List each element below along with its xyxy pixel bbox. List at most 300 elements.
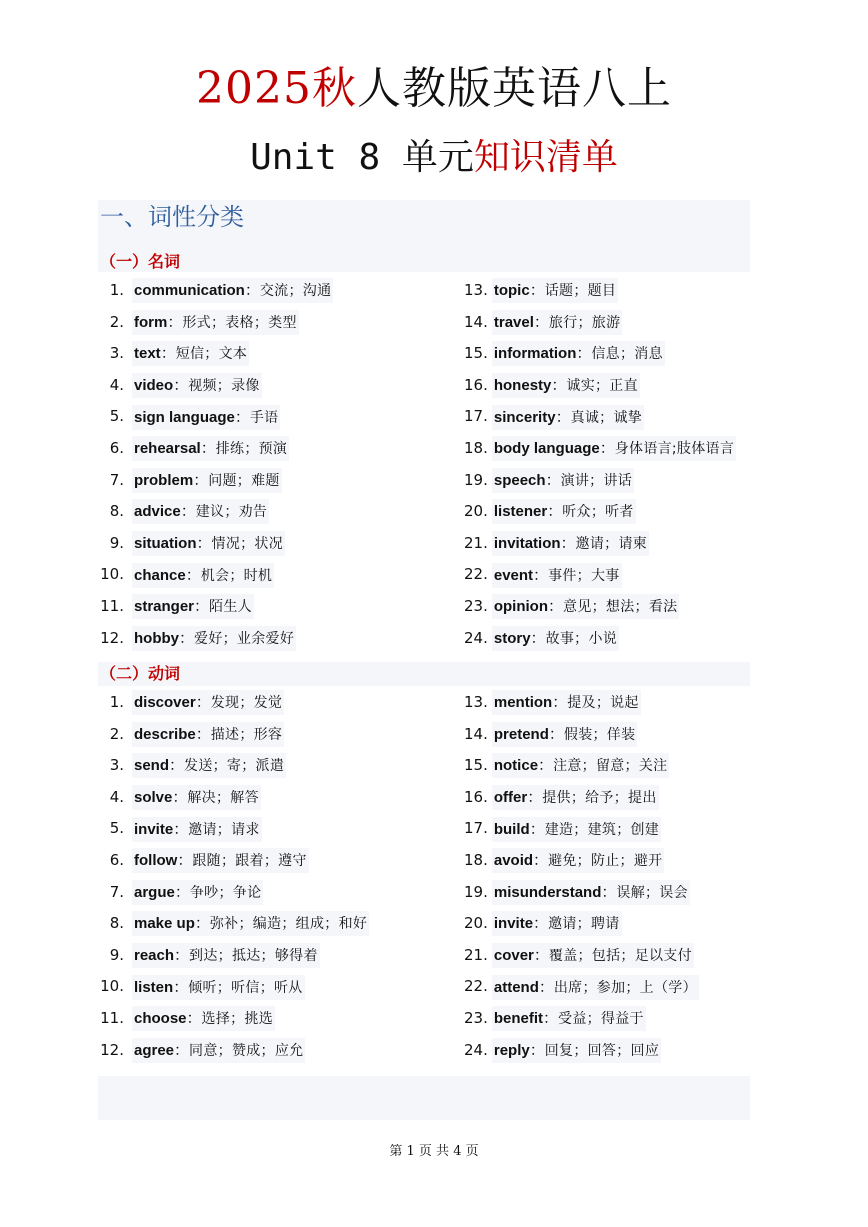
vocab-separator: ： <box>167 312 183 331</box>
vocab-item <box>464 496 736 528</box>
vocab-item <box>96 877 369 909</box>
vocab-meaning: 建议；劝告 <box>195 504 268 521</box>
item-number: 22. <box>464 977 488 996</box>
vocab-meaning: 假装；佯装 <box>563 726 636 743</box>
vocab-item <box>96 401 333 433</box>
vocab-entry <box>132 722 284 747</box>
vocab-meaning: 故事；小说 <box>545 630 618 647</box>
vocab-meaning: 发现；发觉 <box>210 695 283 712</box>
vocab-meaning: 问题；难题 <box>208 472 280 489</box>
vocab-item <box>464 750 699 782</box>
vocab-separator: ： <box>234 407 250 426</box>
vocab-meaning: 真诚；诚挚 <box>570 409 643 426</box>
item-number: 17. <box>464 407 488 426</box>
vocab-separator: ： <box>547 502 563 521</box>
vocab-meaning: 受益；得益于 <box>558 1011 644 1028</box>
vocab-separator: ： <box>545 470 561 489</box>
vocab-meaning: 描述；形容 <box>210 726 283 743</box>
vocab-meaning: 短信；文本 <box>175 346 248 363</box>
vocab-word: stranger <box>134 598 195 616</box>
item-number: 22. <box>464 565 488 584</box>
item-number: 18. <box>464 438 488 457</box>
vocab-item <box>464 813 699 845</box>
vocab-separator: ： <box>533 565 549 584</box>
item-number: 1. <box>109 693 124 711</box>
vocab-item <box>96 1035 369 1067</box>
vocab-item <box>96 1003 369 1035</box>
vocab-separator: ： <box>193 470 209 489</box>
item-number: 24. <box>464 628 488 647</box>
subtitle-checklist: 知识清单 <box>473 137 618 178</box>
item-number: 4. <box>109 787 124 806</box>
document-title <box>0 60 868 118</box>
vocab-entry <box>492 405 644 430</box>
vocab-separator: ： <box>173 819 189 838</box>
vocab-meaning: 跟随；跟着；遵守 <box>192 853 307 870</box>
vocab-word: invite <box>134 820 174 838</box>
vocab-meaning: 形式；表格；类型 <box>182 314 297 331</box>
vocab-meaning: 争吵；争论 <box>189 884 262 901</box>
vocab-separator: ： <box>169 756 185 775</box>
item-number: 14. <box>464 724 488 743</box>
vocab-item <box>96 275 333 307</box>
vocab-word: invite <box>493 915 534 933</box>
item-number: 16. <box>464 787 488 806</box>
vocab-entry <box>132 753 286 778</box>
vocab-entry <box>492 690 641 715</box>
vocab-separator: ： <box>530 628 546 647</box>
vocab-separator: ： <box>195 724 211 743</box>
vocab-entry <box>492 943 694 968</box>
vocab-separator: ： <box>173 977 189 996</box>
vocab-entry <box>492 310 623 335</box>
vocab-entry <box>132 785 261 810</box>
vocab-meaning: 旅行；旅游 <box>548 314 621 331</box>
vocab-meaning: 误解；误会 <box>616 884 688 901</box>
vocab-word: problem <box>134 471 194 489</box>
verbs-left-column <box>96 687 369 1066</box>
vocab-separator: ： <box>529 1040 545 1059</box>
vocab-word: video <box>134 377 174 395</box>
vocab-meaning: 排练；预演 <box>215 441 288 458</box>
vocab-separator: ： <box>555 407 571 426</box>
vocab-item <box>464 275 736 307</box>
vocab-word: pretend <box>493 725 549 743</box>
document-subtitle <box>0 132 868 184</box>
vocab-word: notice <box>493 757 539 775</box>
vocab-separator: ： <box>177 851 193 870</box>
section-heading: 一、词性分类 <box>100 203 244 231</box>
vocab-separator: ： <box>533 914 549 933</box>
vocab-item <box>96 813 369 845</box>
vocab-item <box>464 845 699 877</box>
item-number: 6. <box>109 850 124 869</box>
vocab-entry <box>492 1006 646 1031</box>
vocab-word: follow <box>134 852 178 870</box>
vocab-word: opinion <box>493 598 549 616</box>
vocab-meaning: 覆盖；包括；足以支付 <box>548 948 692 965</box>
vocab-word: travel <box>493 313 534 331</box>
title-textbook: 人教版英语八上 <box>356 63 672 114</box>
vocab-separator: ： <box>185 565 201 584</box>
vocab-item <box>464 338 736 370</box>
vocab-meaning: 机会；时机 <box>200 567 273 584</box>
vocab-entry <box>132 373 262 398</box>
vocab-separator: ： <box>180 502 196 521</box>
vocab-entry <box>132 468 282 493</box>
vocab-item <box>464 623 736 655</box>
item-number: 2. <box>109 312 124 331</box>
vocab-word: send <box>134 757 170 775</box>
vocab-meaning: 到达；抵达；够得着 <box>189 948 318 965</box>
item-number: 4. <box>109 375 124 394</box>
vocab-meaning: 邀请；请柬 <box>575 536 648 553</box>
vocab-word: text <box>134 345 161 363</box>
vocab-item <box>464 559 736 591</box>
item-number: 3. <box>109 344 124 363</box>
vocab-item <box>96 845 369 877</box>
vocab-separator: ： <box>200 439 216 458</box>
vocab-word: solve <box>134 789 173 807</box>
item-number: 13. <box>464 281 488 299</box>
vocab-item <box>464 687 699 719</box>
item-number: 15. <box>464 756 488 775</box>
vocab-separator: ： <box>552 693 568 712</box>
vocab-entry <box>132 594 254 619</box>
vocab-entry <box>492 341 665 366</box>
vocab-item <box>96 719 369 751</box>
vocab-meaning: 注意；留意；关注 <box>553 758 668 775</box>
item-number: 12. <box>100 1040 124 1059</box>
item-number: 5. <box>109 407 124 426</box>
nouns-left-column <box>96 275 333 654</box>
vocab-meaning: 弥补；编造；组成；和好 <box>209 916 368 933</box>
vocab-word: speech <box>493 471 546 489</box>
vocab-item <box>464 370 736 402</box>
vocab-separator: ： <box>551 376 567 395</box>
vocab-item <box>96 782 369 814</box>
vocab-meaning: 情况；状况 <box>211 536 284 553</box>
vocab-item <box>96 465 333 497</box>
vocab-meaning: 听众；听者 <box>562 504 634 521</box>
vocab-item <box>96 750 369 782</box>
vocab-entry <box>132 626 296 651</box>
vocab-item <box>96 370 333 402</box>
nouns-right-column <box>464 275 736 654</box>
vocab-item <box>464 940 699 972</box>
vocab-entry <box>132 943 320 968</box>
vocab-entry <box>492 911 622 936</box>
vocab-separator: ： <box>244 281 260 300</box>
item-number: 12. <box>100 628 124 647</box>
vocab-separator: ： <box>196 534 212 553</box>
vocab-meaning: 发送；寄；派遣 <box>184 758 285 775</box>
vocab-meaning: 回复；回答；回应 <box>544 1042 660 1059</box>
vocab-word: invitation <box>493 535 561 553</box>
item-number: 21. <box>464 945 488 964</box>
item-number: 11. <box>100 596 124 615</box>
verbs-heading-shading <box>98 662 750 686</box>
item-number: 11. <box>100 1008 124 1027</box>
vocab-entry <box>132 278 333 303</box>
item-number: 10. <box>100 977 124 996</box>
vocab-meaning: 爱好；业余爱好 <box>194 630 295 647</box>
title-year-season: 2025秋 <box>196 63 357 114</box>
vocab-item <box>464 1035 699 1067</box>
vocab-word: situation <box>134 535 197 553</box>
item-number: 16. <box>464 375 488 394</box>
item-number: 18. <box>464 850 488 869</box>
subtitle-unit: Unit 8 <box>250 137 402 178</box>
vocab-item <box>96 528 333 560</box>
vocab-word: rehearsal <box>134 440 201 458</box>
vocab-word: build <box>493 820 530 838</box>
vocab-item <box>464 1003 699 1035</box>
vocab-entry <box>132 848 309 873</box>
vocab-entry <box>492 753 670 778</box>
vocab-item <box>96 940 369 972</box>
item-number: 5. <box>109 819 124 838</box>
vocab-entry <box>132 563 274 588</box>
item-number: 9. <box>109 533 124 552</box>
vocab-separator: ： <box>533 312 549 331</box>
vocab-item <box>96 623 333 655</box>
vocab-separator: ： <box>174 946 190 965</box>
vocab-meaning: 选择；挑选 <box>201 1011 274 1028</box>
vocab-entry <box>492 848 665 873</box>
vocab-item <box>464 401 736 433</box>
page-footer: 第 1 页 共 4 页 <box>389 1144 479 1159</box>
vocab-separator: ： <box>538 977 554 996</box>
vocab-word: choose <box>134 1010 187 1028</box>
vocab-entry <box>132 1038 305 1063</box>
item-number: 8. <box>109 914 124 933</box>
vocab-meaning: 手语 <box>249 409 279 426</box>
item-number: 7. <box>109 882 124 901</box>
vocab-meaning: 解决；解答 <box>187 790 259 807</box>
vocab-separator: ： <box>174 882 190 901</box>
item-number: 1. <box>109 281 124 299</box>
item-number: 2. <box>109 724 124 743</box>
item-number: 15. <box>464 344 488 363</box>
vocab-entry <box>492 817 661 842</box>
vocab-entry <box>492 499 636 524</box>
vocab-item <box>464 782 699 814</box>
vocab-word: make up <box>134 915 195 933</box>
item-number: 7. <box>109 470 124 489</box>
vocab-entry <box>492 436 736 461</box>
vocab-word: communication <box>134 282 245 300</box>
vocab-meaning: 提及；说起 <box>567 695 639 712</box>
item-number: 10. <box>100 565 124 584</box>
vocab-separator: ： <box>533 946 549 965</box>
vocab-entry <box>492 594 680 619</box>
item-number: 23. <box>464 596 488 615</box>
vocab-meaning: 提供；给予；提出 <box>542 790 657 807</box>
vocab-word: hobby <box>134 629 179 647</box>
vocab-item <box>96 338 333 370</box>
vocab-meaning: 信息；消息 <box>591 346 663 363</box>
vocab-entry <box>492 626 619 651</box>
vocab-meaning: 邀请；聘请 <box>548 916 620 933</box>
subtitle-unit-word: 单元 <box>401 137 474 178</box>
vocab-word: argue <box>134 883 175 901</box>
vocab-separator: ： <box>173 376 189 395</box>
vocab-word: avoid <box>493 852 534 870</box>
vocab-entry <box>492 531 649 556</box>
vocab-word: listener <box>493 503 548 521</box>
verbs-right-column <box>464 687 699 1066</box>
vocab-word: form <box>134 313 168 331</box>
vocab-word: offer <box>493 789 528 807</box>
vocab-entry <box>132 436 289 461</box>
vocab-meaning: 诚实；正直 <box>566 378 638 395</box>
vocab-item <box>96 971 369 1003</box>
vocab-separator: ： <box>548 724 564 743</box>
item-number: 21. <box>464 533 488 552</box>
vocab-entry <box>492 563 622 588</box>
vocab-separator: ： <box>172 788 188 807</box>
vocab-separator: ： <box>543 1009 559 1028</box>
item-number: 23. <box>464 1008 488 1027</box>
vocab-meaning: 演讲；讲话 <box>560 472 633 489</box>
vocab-entry <box>132 341 249 366</box>
vocab-word: agree <box>134 1041 175 1059</box>
vocab-separator: ： <box>529 281 545 300</box>
vocab-entry <box>132 690 284 715</box>
verbs-heading: （二）动词 <box>100 664 181 683</box>
vocab-separator: ： <box>186 1009 202 1028</box>
vocab-separator: ： <box>538 756 554 775</box>
vocab-entry <box>132 911 369 936</box>
vocab-separator: ： <box>533 851 549 870</box>
vocab-meaning: 出席；参加；上（学） <box>553 979 697 996</box>
vocab-meaning: 视频；录像 <box>188 378 260 395</box>
vocab-item <box>464 528 736 560</box>
vocab-word: discover <box>134 694 196 712</box>
vocab-separator: ： <box>179 628 195 647</box>
vocab-item <box>464 719 699 751</box>
vocab-word: benefit <box>493 1010 544 1028</box>
vocab-item <box>464 307 736 339</box>
item-number: 8. <box>109 502 124 521</box>
vocab-separator: ： <box>194 597 210 616</box>
vocab-entry <box>132 405 280 430</box>
item-number: 17. <box>464 819 488 838</box>
vocab-word: describe <box>134 725 196 743</box>
vocab-item <box>96 496 333 528</box>
item-number: 20. <box>464 914 488 933</box>
vocab-entry <box>132 531 285 556</box>
vocab-item <box>96 307 333 339</box>
vocab-separator: ： <box>174 1040 190 1059</box>
vocab-entry <box>492 880 690 905</box>
item-number: 6. <box>109 438 124 457</box>
vocab-meaning: 意见；想法；看法 <box>563 599 678 616</box>
vocab-separator: ： <box>194 914 210 933</box>
vocab-separator: ： <box>527 788 543 807</box>
item-number: 19. <box>464 882 488 901</box>
vocab-word: honesty <box>493 377 552 395</box>
vocab-separator: ： <box>548 597 564 616</box>
item-number: 20. <box>464 502 488 521</box>
vocab-entry <box>492 785 659 810</box>
item-number: 9. <box>109 945 124 964</box>
vocab-item <box>464 908 699 940</box>
item-number: 19. <box>464 470 488 489</box>
vocab-meaning: 身体语言;肢体语言 <box>614 441 735 458</box>
vocab-entry <box>132 1006 275 1031</box>
vocab-entry <box>492 278 618 303</box>
vocab-separator: ： <box>576 344 592 363</box>
item-number: 13. <box>464 693 488 711</box>
vocab-item <box>464 877 699 909</box>
vocab-word: event <box>493 566 534 584</box>
vocab-item <box>464 465 736 497</box>
vocab-item <box>96 591 333 623</box>
vocab-word: attend <box>493 978 539 996</box>
vocab-word: mention <box>493 694 553 712</box>
vocab-entry <box>492 1038 661 1063</box>
vocab-item <box>96 559 333 591</box>
vocab-word: story <box>493 629 531 647</box>
vocab-word: information <box>493 345 577 363</box>
vocab-meaning: 避免；防止；避开 <box>548 853 663 870</box>
vocab-word: sincerity <box>493 408 556 426</box>
vocab-entry <box>132 880 263 905</box>
vocab-item <box>96 687 369 719</box>
vocab-word: chance <box>134 566 186 584</box>
vocab-word: misunderstand <box>493 883 602 901</box>
vocab-entry <box>132 817 262 842</box>
vocab-meaning: 交流；沟通 <box>259 283 332 300</box>
vocab-entry <box>492 373 640 398</box>
vocab-word: reply <box>493 1041 530 1059</box>
bottom-shading <box>98 1076 750 1120</box>
vocab-word: cover <box>493 947 534 965</box>
vocab-item <box>464 591 736 623</box>
item-number: 3. <box>109 756 124 775</box>
vocab-item <box>464 433 736 465</box>
vocab-word: advice <box>134 503 181 521</box>
item-number: 24. <box>464 1040 488 1059</box>
vocab-separator: ： <box>160 344 176 363</box>
item-number: 14. <box>464 312 488 331</box>
vocab-item <box>96 908 369 940</box>
vocab-entry <box>492 722 638 747</box>
vocab-word: body language <box>493 440 600 458</box>
vocab-entry <box>132 975 305 1000</box>
vocab-item <box>96 433 333 465</box>
vocab-meaning: 倾听；听信；听从 <box>188 979 303 996</box>
vocab-separator: ： <box>560 534 576 553</box>
vocab-entry <box>492 468 634 493</box>
vocab-separator: ： <box>529 819 545 838</box>
vocab-word: topic <box>493 282 530 300</box>
vocab-word: listen <box>134 978 174 996</box>
vocab-entry <box>492 975 699 1000</box>
vocab-separator: ： <box>195 693 211 712</box>
vocab-meaning: 陌生人 <box>209 599 252 616</box>
vocab-word: reach <box>134 947 175 965</box>
vocab-entry <box>132 499 269 524</box>
vocab-meaning: 同意；赞成；应允 <box>189 1042 304 1059</box>
vocab-separator: ： <box>601 882 617 901</box>
vocab-meaning: 建造；建筑；创建 <box>544 821 660 838</box>
vocab-entry <box>132 310 299 335</box>
vocab-meaning: 事件；大事 <box>548 567 620 584</box>
vocab-meaning: 话题；题目 <box>544 283 617 300</box>
